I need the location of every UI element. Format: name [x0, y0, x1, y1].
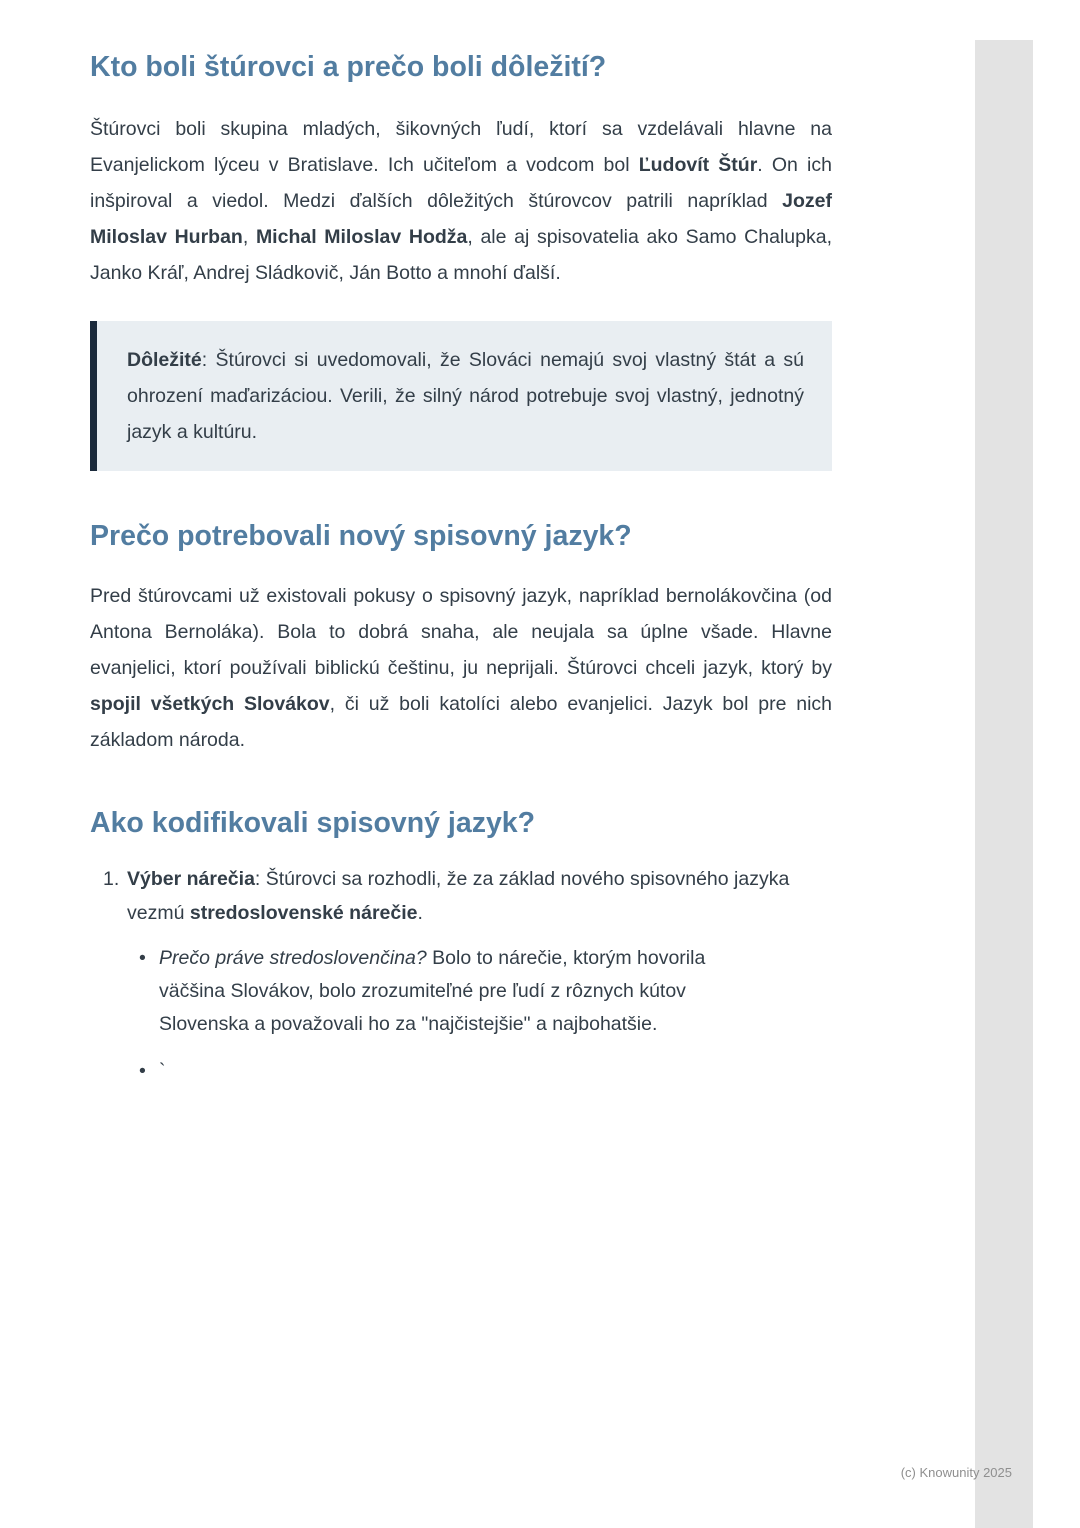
intro-paragraph: Štúrovci boli skupina mladých, šikovných ľudí, ktorí sa vzdelávali hlavne na Evanjelickom lýceu v Bratislave. Ich učiteľom a vodcom bol Ľudovít Štúr. On ich inšpiroval a viedol. Medzi ďalších dôležitých štúrovcov patrili napríklad Jozef Miloslav Hurban, Michal Miloslav Hodža, ale aj spisovatelia ako Samo Chalupka, Janko Kráľ, Andrej Sládkovič, Ján Botto a mnohí ďalší.	[90, 117, 832, 284]
sub-bullet-2-text: `	[159, 1059, 166, 1082]
heading-who-were-sturovci: Kto boli štúrovci a prečo boli dôležití?	[90, 51, 607, 83]
callout-text: Dôležité: Štúrovci si uvedomovali, že Slováci nemajú svoj vlastný štát a sú ohrození maďarizáciou. Verili, že silný národ potrebuje svoj vlastný, jednotný jazyk a kultúru.	[127, 348, 804, 443]
heading-how-codified: Ako kodifikovali spisovný jazyk?	[90, 807, 536, 840]
sub-bullet-list	[127, 942, 832, 1088]
bullet-marker: •	[139, 946, 146, 969]
right-edge-strip	[975, 40, 1033, 1528]
document-content	[90, 50, 832, 1102]
list-item-1	[90, 862, 832, 1102]
list-item-1-marker: 1.	[103, 867, 120, 890]
sub-bullet-1-text: Prečo práve stredoslovenčina? Bolo to nárečie, ktorým hovorila väčšina Slovákov, bolo zrozumiteľné pre ľudí z rôznych kútov Slovenska a považovali ho za "najčistejšie" a najbohatšie.	[159, 946, 706, 1035]
sub-bullet-2	[127, 1055, 832, 1088]
why-paragraph: Pred štúrovcami už existovali pokusy o spisovný jazyk, napríklad bernolákovčina (od Antona Bernoláka). Bola to dobrá snaha, ale neujala sa úplne všade. Hlavne evanjelici, ktorí používali biblickú češtinu, ju neprijali. Štúrovci chceli jazyk, ktorý by spojil všetkých Slovákov, či už boli katolíci alebo evanjelici. Jazyk bol pre nich základom národa.	[90, 585, 832, 752]
important-callout	[90, 321, 832, 471]
list-item-1-text: Výber nárečia: Štúrovci sa rozhodli, že za základ nového spisovného jazyka vezmú stredoslovenské nárečie.	[127, 867, 790, 924]
sub-bullet-1	[127, 942, 832, 1041]
numbered-list	[90, 862, 832, 1102]
heading-why-new-language: Prečo potrebovali nový spisovný jazyk?	[90, 519, 632, 552]
copyright-footer: (c) Knowunity 2025	[900, 1465, 1012, 1480]
bullet-marker: •	[139, 1059, 146, 1082]
